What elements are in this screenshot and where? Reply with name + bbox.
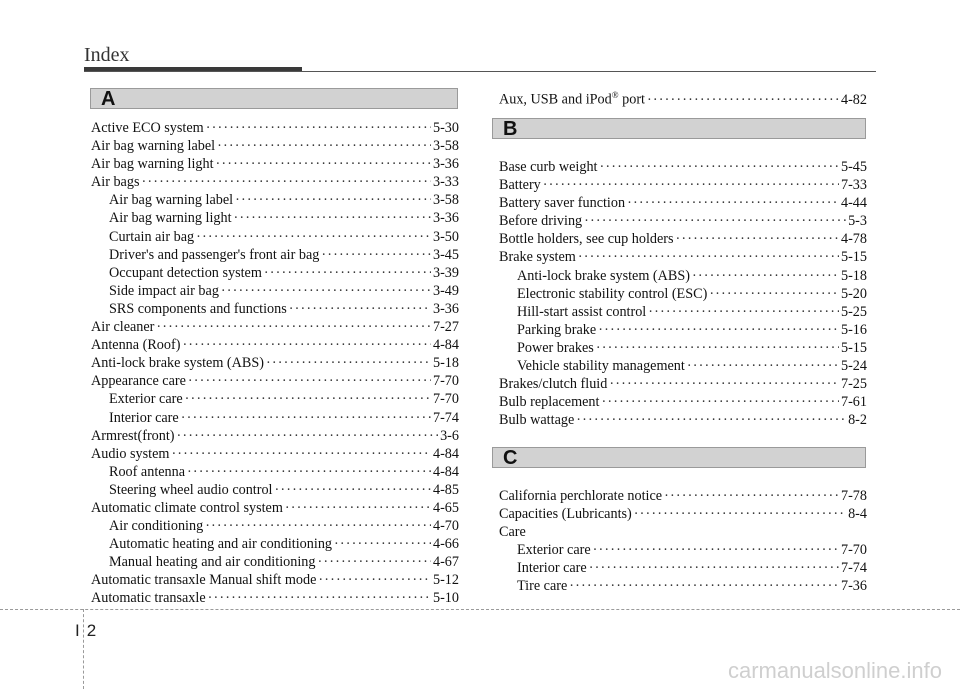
entry-page: 7-74 [432, 409, 459, 426]
dot-leader [664, 487, 839, 505]
entry-label: Automatic transaxle Manual shift mode [91, 572, 317, 589]
entry-label: Battery saver function [499, 195, 626, 212]
entry-page: 7-74 [840, 560, 867, 577]
index-entry[interactable] [91, 119, 459, 137]
entry-label: Capacities (Lubricants) [499, 506, 632, 523]
section-header-c [492, 447, 866, 468]
index-entry[interactable] [499, 411, 867, 429]
index-subentry[interactable] [91, 553, 459, 571]
index-subentry[interactable] [91, 228, 459, 246]
entry-label: Side impact air bag [109, 282, 219, 299]
entry-page: 7-25 [840, 376, 867, 393]
entry-page: 7-70 [432, 373, 459, 390]
dot-leader [578, 248, 839, 266]
dot-leader [188, 372, 431, 390]
entry-label: Air bag warning light [91, 156, 214, 173]
index-subentry[interactable] [499, 357, 867, 375]
entry-page: 5-12 [432, 572, 459, 589]
index-entry[interactable] [91, 571, 459, 589]
dot-leader [196, 228, 431, 246]
entry-label: California perchlorate notice [499, 488, 663, 504]
entry-label: Care [499, 524, 526, 541]
entry-label: Active ECO system [91, 120, 204, 136]
footer-rule [0, 609, 960, 610]
entry-page: 3-36 [432, 210, 459, 227]
entry-page: 4-82 [840, 91, 867, 108]
dot-leader [334, 535, 431, 553]
dot-leader [321, 246, 431, 264]
dot-leader [593, 541, 839, 559]
entry-label: Anti-lock brake system (ABS) [517, 267, 690, 284]
index-entry[interactable] [499, 248, 867, 266]
index-subentry[interactable] [91, 209, 459, 227]
dot-leader [141, 173, 431, 191]
entry-label: SRS components and functions [109, 300, 287, 317]
section-header-a [90, 88, 458, 109]
dot-leader [317, 553, 431, 571]
dot-leader [171, 445, 431, 463]
entry-label: Battery [499, 177, 541, 194]
entry-page: 5-15 [840, 339, 867, 356]
dot-leader [634, 505, 846, 523]
page-title: Index [84, 44, 130, 66]
entry-page: 4-65 [432, 499, 459, 516]
registered-mark: ® [611, 90, 619, 100]
entry-label: Parking brake [517, 321, 597, 338]
entry-label: Interior care [109, 409, 179, 426]
entry-label: Before driving [499, 213, 583, 230]
entry-page: 7-70 [432, 391, 459, 408]
entry-page: 5-45 [840, 159, 867, 175]
entry-page: 5-18 [432, 355, 459, 372]
header-rule [84, 71, 876, 72]
entry-page: 5-18 [840, 267, 867, 284]
index-list-b [499, 158, 867, 429]
dot-leader [266, 354, 431, 372]
dot-leader [234, 209, 431, 227]
index-subentry[interactable] [91, 191, 459, 209]
entry-page: 4-84 [432, 337, 459, 354]
entry-label: Automatic transaxle [91, 590, 206, 607]
entry-label: Steering wheel audio control [109, 481, 273, 498]
dot-leader [709, 285, 839, 303]
entry-label: Vehicle stability management [517, 358, 685, 375]
index-entry[interactable] [499, 158, 867, 176]
dot-leader [181, 409, 431, 427]
dot-leader [687, 357, 839, 375]
entry-page: 5-24 [840, 358, 867, 375]
index-entry[interactable] [91, 354, 459, 372]
entry-page: 3-33 [432, 174, 459, 191]
index-entry[interactable] [91, 336, 459, 354]
entry-page: 7-61 [840, 394, 867, 411]
page-number: I2 [75, 621, 104, 640]
index-entry[interactable] [499, 194, 867, 212]
dot-leader [692, 267, 839, 285]
index-subentry[interactable] [91, 463, 459, 481]
index-subentry[interactable] [91, 535, 459, 553]
entry-label: Bulb replacement [499, 394, 600, 411]
entry-page: 8-4 [848, 506, 867, 523]
entry-page: 4-84 [432, 445, 459, 462]
index-entry[interactable] [499, 523, 867, 541]
index-list-a [91, 119, 459, 608]
entry-page: 3-6 [440, 427, 459, 444]
entry-label: Air bags [91, 174, 140, 191]
dot-leader [600, 158, 839, 176]
entry-page: 3-50 [432, 228, 459, 245]
entry-page: 3-58 [432, 138, 459, 155]
entry-label: Air conditioning [109, 518, 204, 535]
entry-label: Manual heating and air conditioning [109, 554, 316, 571]
entry-page: 3-36 [432, 156, 459, 173]
entry-label: Air bag warning light [109, 210, 232, 227]
entry-page: 5-20 [840, 285, 867, 302]
entry-page: 5-10 [432, 590, 459, 607]
dot-leader [285, 499, 431, 517]
entry-page: 4-66 [432, 536, 459, 553]
dot-leader [596, 339, 839, 357]
dot-leader [598, 321, 839, 339]
dot-leader [185, 390, 431, 408]
dot-leader [235, 191, 431, 209]
dot-leader [217, 137, 431, 155]
dot-leader [208, 589, 431, 607]
index-entry[interactable] [499, 176, 867, 194]
entry-page: 5-16 [840, 321, 867, 338]
dot-leader [216, 155, 431, 173]
dot-leader [206, 119, 431, 137]
entry-page: 3-58 [432, 192, 459, 209]
entry-label: Exterior care [517, 542, 591, 559]
dot-leader [627, 194, 839, 212]
entry-label: Roof antenna [109, 463, 186, 480]
entry-page: 3-36 [432, 300, 459, 317]
index-entry[interactable] [91, 137, 459, 155]
entry-page: 4-85 [432, 481, 459, 498]
dot-leader [576, 411, 846, 429]
index-subentry[interactable] [499, 303, 867, 321]
dot-leader [601, 393, 839, 411]
index-subentry[interactable] [499, 541, 867, 559]
dot-leader [569, 577, 839, 595]
entry-page: 5-25 [840, 303, 867, 320]
index-subentry[interactable] [499, 559, 867, 577]
entry-page: 7-70 [840, 542, 867, 559]
entry-page: 5-30 [432, 120, 459, 136]
entry-page: 3-49 [432, 282, 459, 299]
entry-label: Interior care [517, 560, 587, 577]
section-letter-a: A [101, 88, 116, 110]
entry-label: Base curb weight [499, 159, 598, 175]
entry-page: 3-39 [432, 264, 459, 281]
index-subentry[interactable] [91, 246, 459, 264]
entry-label: Bottle holders, see cup holders [499, 231, 674, 248]
dot-leader [543, 176, 839, 194]
entry-label: Bulb wattage [499, 412, 575, 429]
index-entry[interactable] [499, 487, 867, 505]
index-list-c [499, 487, 867, 596]
entry-page: 7-78 [840, 488, 867, 504]
entry-label: Occupant detection system [109, 264, 262, 281]
entry-page: 7-36 [840, 578, 867, 595]
section-header-b [492, 118, 866, 139]
entry-label: Aux, USB and iPod® port [499, 90, 645, 108]
entry-page: 4-70 [432, 518, 459, 535]
dot-leader [584, 212, 846, 230]
entry-label: Power brakes [517, 339, 594, 356]
entry-label: Tire care [517, 578, 568, 595]
section-letter-c: C [503, 447, 518, 469]
entry-label: Automatic heating and air conditioning [109, 536, 333, 553]
index-subentry[interactable] [499, 577, 867, 595]
dot-leader [156, 318, 431, 336]
watermark: carmanualsonline.info [727, 658, 942, 683]
dot-leader [676, 230, 839, 248]
entry-page: 4-78 [840, 231, 867, 248]
index-entry[interactable] [499, 230, 867, 248]
index-subentry[interactable] [91, 481, 459, 499]
dot-leader [318, 571, 431, 589]
index-entry[interactable] [91, 318, 459, 336]
index-subentry[interactable] [91, 282, 459, 300]
dot-leader [182, 336, 431, 354]
dot-leader [648, 303, 839, 321]
entry-label: Curtain air bag [109, 228, 195, 245]
entry-label: Appearance care [91, 373, 186, 390]
entry-label: Air bag warning label [109, 192, 234, 209]
entry-label: Hill-start assist control [517, 303, 647, 320]
index-subentry[interactable] [91, 409, 459, 427]
entry-label: Audio system [91, 445, 170, 462]
entry-page: 4-44 [840, 195, 867, 212]
index-entry[interactable] [91, 173, 459, 191]
index-entry[interactable] [91, 372, 459, 390]
dot-leader [289, 300, 431, 318]
dot-leader [609, 375, 839, 393]
dot-leader [221, 282, 431, 300]
entry-label: Exterior care [109, 391, 183, 408]
index-entry[interactable] [91, 499, 459, 517]
index-entry[interactable] [499, 505, 867, 523]
entry-label: Armrest(front) [91, 427, 175, 444]
index-subentry[interactable] [91, 264, 459, 282]
dot-leader [177, 427, 439, 445]
index-subentry[interactable] [499, 339, 867, 357]
entry-page: 8-2 [848, 412, 867, 429]
entry-page: 3-45 [432, 246, 459, 263]
index-entry[interactable] [499, 375, 867, 393]
entry-label: Anti-lock brake system (ABS) [91, 355, 264, 372]
index-subentry[interactable] [91, 390, 459, 408]
dot-leader [647, 91, 839, 109]
entry-page: 7-27 [432, 319, 459, 336]
entry-page: 5-15 [840, 249, 867, 266]
index-entry[interactable] [91, 589, 459, 607]
dot-leader [205, 517, 431, 535]
dot-leader [187, 463, 431, 481]
entry-page: 5-3 [848, 213, 867, 230]
section-letter-b: B [503, 118, 518, 140]
entry-page: 7-33 [840, 177, 867, 194]
index-subentry[interactable] [499, 267, 867, 285]
dot-leader [589, 559, 839, 577]
entry-label: Brakes/clutch fluid [499, 376, 608, 393]
entry-page: 4-67 [432, 554, 459, 571]
entry-label: Brake system [499, 249, 576, 266]
entry-label: Antenna (Roof) [91, 337, 181, 354]
entry-label: Air cleaner [91, 319, 155, 336]
index-entry[interactable] [91, 427, 459, 445]
dot-leader [264, 264, 431, 282]
index-entry[interactable] [91, 155, 459, 173]
index-subentry[interactable] [499, 321, 867, 339]
index-subentry[interactable] [499, 285, 867, 303]
index-entry[interactable] [499, 393, 867, 411]
index-entry[interactable] [91, 445, 459, 463]
entry-label: Driver's and passenger's front air bag [109, 246, 320, 263]
index-subentry[interactable] [91, 300, 459, 318]
index-subentry[interactable] [91, 517, 459, 535]
entry-page: 4-84 [432, 463, 459, 480]
entry-label: Air bag warning label [91, 138, 216, 155]
dot-leader [275, 481, 431, 499]
index-entry[interactable] [499, 86, 867, 108]
entry-label: Automatic climate control system [91, 499, 283, 516]
index-entry[interactable] [499, 212, 867, 230]
entry-label: Electronic stability control (ESC) [517, 285, 708, 302]
index-list-aux [499, 86, 867, 108]
